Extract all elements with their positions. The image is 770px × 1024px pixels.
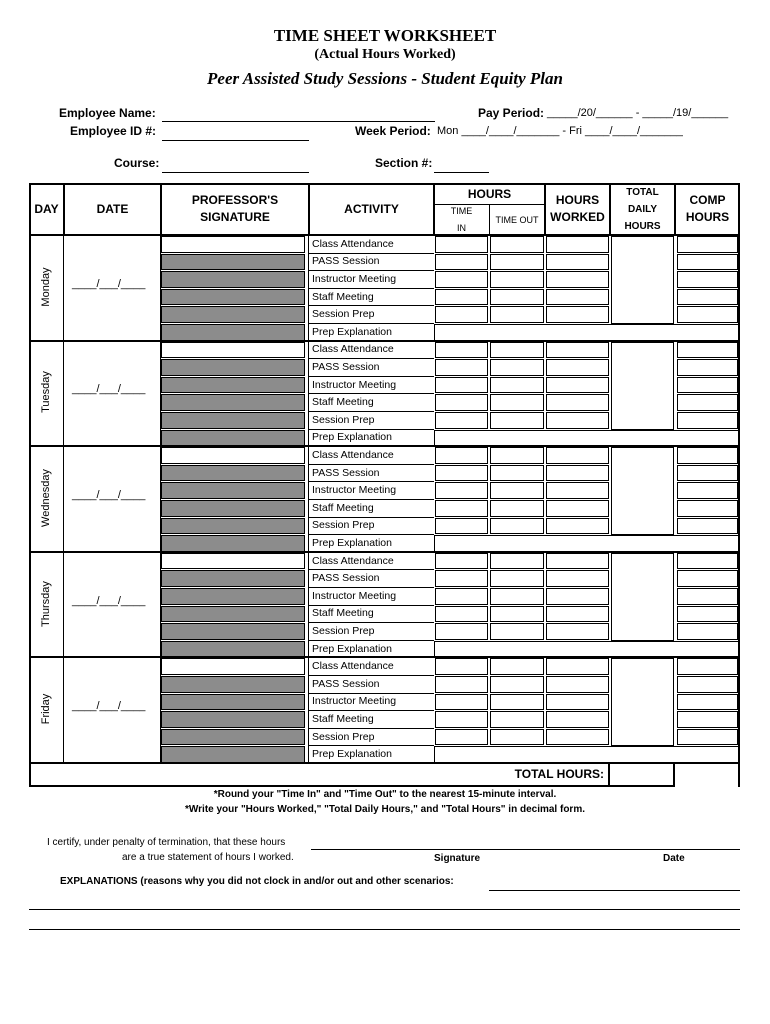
date-field-wednesday[interactable]: ____/___/____	[72, 489, 146, 501]
time-out-cell[interactable]	[490, 606, 544, 623]
header-total-daily	[610, 183, 675, 235]
professor-signature-cell[interactable]	[161, 289, 305, 306]
time-in-cell[interactable]	[435, 447, 488, 464]
hours-worked-cell[interactable]	[546, 289, 609, 306]
certify-line-2: are a true statement of hours I worked.	[122, 852, 294, 863]
table-rule	[308, 183, 310, 235]
header-total-daily-text-0: TOTAL	[626, 186, 659, 198]
decimal-note: *Write your "Hours Worked," "Total Daily Hours," and "Total Hours" in decimal form.	[185, 804, 585, 815]
hours-worked-cell[interactable]	[546, 482, 609, 499]
comp-hours-cell[interactable]	[677, 342, 738, 359]
form-title: TIME SHEET WORKSHEET	[273, 26, 497, 45]
professor-signature-cell[interactable]	[161, 342, 305, 359]
comp-hours-cell[interactable]	[677, 482, 738, 499]
professor-signature-cell[interactable]	[161, 271, 305, 288]
program-title: Peer Assisted Study Sessions - Student Equity Plan	[207, 69, 563, 88]
table-rule	[309, 675, 434, 676]
professor-signature-cell[interactable]	[161, 535, 305, 552]
day-name-friday: Friday	[40, 693, 52, 725]
table-rule	[309, 605, 434, 606]
activity-label: Instructor Meeting	[312, 484, 397, 497]
prep-explanation-cell[interactable]	[434, 324, 739, 341]
table-rule	[309, 569, 434, 570]
day-name-tuesday: Tuesday	[40, 371, 52, 414]
comp-hours-cell[interactable]	[677, 694, 738, 711]
table-rule	[544, 183, 546, 235]
table-rule	[309, 640, 434, 641]
time-out-cell[interactable]	[490, 377, 544, 394]
table-rule	[309, 411, 434, 412]
table-rule	[308, 552, 309, 658]
table-rule	[308, 657, 309, 763]
week-period-label: Week Period:	[355, 124, 431, 138]
hours-worked-cell[interactable]	[546, 694, 609, 711]
table-rule	[309, 587, 434, 588]
comp-hours-cell[interactable]	[677, 289, 738, 306]
time-out-cell[interactable]	[490, 676, 544, 693]
total-daily-hours-cell[interactable]	[611, 342, 674, 430]
professor-signature-cell[interactable]	[161, 711, 305, 728]
prep-explanation-cell[interactable]	[434, 641, 739, 658]
time-out-cell[interactable]	[490, 729, 544, 746]
activity-label: Instructor Meeting	[312, 589, 397, 602]
activity-label: Staff Meeting	[312, 501, 374, 514]
hours-worked-cell[interactable]	[546, 412, 609, 429]
table-rule	[308, 235, 309, 341]
table-rule	[63, 446, 64, 552]
table-rule	[309, 358, 434, 359]
professor-signature-cell[interactable]	[161, 465, 305, 482]
professor-signature-cell[interactable]	[161, 606, 305, 623]
professor-signature-cell[interactable]	[161, 394, 305, 411]
comp-hours-cell[interactable]	[677, 271, 738, 288]
table-rule	[309, 305, 434, 306]
time-in-cell[interactable]	[435, 570, 488, 587]
comp-hours-cell[interactable]	[677, 553, 738, 570]
table-rule	[309, 376, 434, 377]
activity-label: PASS Session	[312, 572, 380, 585]
professor-signature-cell[interactable]	[161, 623, 305, 640]
activity-label: Session Prep	[312, 730, 375, 743]
time-out-cell[interactable]	[490, 711, 544, 728]
table-rule	[63, 657, 64, 763]
header-time-in-text-1: IN	[457, 223, 466, 233]
certify-line-1: I certify, under penalty of termination, that these hours	[47, 837, 286, 848]
activity-label: Class Attendance	[312, 554, 394, 567]
date-field-tuesday[interactable]: ____/___/____	[72, 383, 146, 396]
day-name-thursday: Thursday	[40, 580, 52, 627]
hours-worked-cell[interactable]	[546, 254, 609, 271]
time-out-cell[interactable]	[490, 553, 544, 570]
time-in-cell[interactable]	[435, 254, 488, 271]
professor-signature-cell[interactable]	[161, 359, 305, 376]
hours-worked-cell[interactable]	[546, 342, 609, 359]
table-rule	[309, 499, 434, 500]
table-rule	[309, 288, 434, 289]
time-out-cell[interactable]	[490, 570, 544, 587]
table-rule	[309, 270, 434, 271]
employee-name-field[interactable]	[162, 107, 435, 122]
comp-hours-cell[interactable]	[677, 606, 738, 623]
activity-label: Session Prep	[312, 624, 375, 637]
table-rule	[489, 205, 490, 235]
time-out-cell[interactable]	[490, 394, 544, 411]
table-rule	[309, 253, 434, 254]
timesheet-table	[29, 183, 740, 787]
time-out-cell[interactable]	[490, 658, 544, 675]
employee-name-label: Employee Name:	[59, 106, 156, 120]
comp-hours-cell[interactable]	[677, 623, 738, 640]
time-out-cell[interactable]	[490, 482, 544, 499]
hours-worked-cell[interactable]	[546, 588, 609, 605]
professor-signature-cell[interactable]	[161, 377, 305, 394]
time-in-cell[interactable]	[435, 465, 488, 482]
hours-worked-cell[interactable]	[546, 553, 609, 570]
activity-label: Session Prep	[312, 519, 375, 532]
professor-signature-cell[interactable]	[161, 746, 305, 763]
time-out-cell[interactable]	[490, 271, 544, 288]
table-rule	[309, 464, 434, 465]
activity-label: PASS Session	[312, 466, 380, 479]
time-in-cell[interactable]	[435, 394, 488, 411]
time-out-cell[interactable]	[490, 500, 544, 517]
pay-period-field[interactable]: _____/20/______ - _____/19/______	[547, 107, 729, 119]
hours-worked-cell[interactable]	[546, 447, 609, 464]
time-out-cell[interactable]	[490, 588, 544, 605]
activity-label: Class Attendance	[312, 448, 394, 461]
time-in-cell[interactable]	[435, 236, 488, 253]
header-day	[29, 183, 64, 235]
table-rule	[309, 622, 434, 623]
header-comp-hours	[675, 183, 740, 235]
activity-label: Prep Explanation	[312, 431, 392, 444]
time-in-cell[interactable]	[435, 306, 488, 323]
header-activity	[309, 183, 434, 235]
professor-signature-cell[interactable]	[161, 447, 305, 464]
hours-worked-cell[interactable]	[546, 570, 609, 587]
table-rule	[63, 341, 64, 447]
table-rule	[160, 657, 161, 763]
activity-label: Instructor Meeting	[312, 272, 397, 285]
header-time-out-text-0: TIME OUT	[495, 214, 539, 225]
explanations-line-1[interactable]	[489, 889, 740, 891]
header-total-daily-text-1: DAILY	[627, 203, 658, 215]
activity-label: PASS Session	[312, 677, 380, 690]
time-out-cell[interactable]	[490, 447, 544, 464]
table-rule	[309, 393, 434, 394]
activity-label: Staff Meeting	[312, 290, 374, 303]
activity-label: Session Prep	[312, 413, 375, 426]
time-in-cell[interactable]	[435, 694, 488, 711]
header-hours-worked-text-0: HOURS	[555, 193, 600, 207]
time-in-cell[interactable]	[435, 588, 488, 605]
pay-period-label: Pay Period:	[478, 106, 545, 120]
time-in-cell[interactable]	[435, 553, 488, 570]
form-subtitle: (Actual Hours Worked)	[314, 47, 456, 62]
time-in-cell[interactable]	[435, 412, 488, 429]
professor-signature-cell[interactable]	[161, 482, 305, 499]
activity-label: Prep Explanation	[312, 325, 392, 338]
professor-signature-cell[interactable]	[161, 641, 305, 658]
hours-worked-cell[interactable]	[546, 271, 609, 288]
table-rule	[309, 481, 434, 482]
hours-worked-cell[interactable]	[546, 500, 609, 517]
hours-worked-cell[interactable]	[546, 518, 609, 535]
prep-explanation-cell[interactable]	[434, 535, 739, 552]
time-in-cell[interactable]	[435, 729, 488, 746]
professor-signature-cell[interactable]	[161, 254, 305, 271]
time-out-cell[interactable]	[490, 518, 544, 535]
table-rule	[308, 446, 309, 552]
activity-label: PASS Session	[312, 255, 380, 268]
employee-id-field[interactable]	[162, 126, 309, 141]
comp-hours-cell[interactable]	[677, 394, 738, 411]
explanations-label: EXPLANATIONS (reasons why you did not clock in and/or out and other scenarios:	[60, 876, 454, 887]
professor-signature-cell[interactable]	[161, 729, 305, 746]
table-rule	[308, 341, 309, 447]
professor-signature-cell[interactable]	[161, 500, 305, 517]
header-date-text-0: DATE	[96, 201, 129, 216]
course-label: Course:	[114, 156, 160, 170]
time-in-cell[interactable]	[435, 289, 488, 306]
activity-label: Prep Explanation	[312, 642, 392, 655]
comp-hours-cell[interactable]	[677, 254, 738, 271]
comp-hours-cell[interactable]	[677, 465, 738, 482]
professor-signature-cell[interactable]	[161, 518, 305, 535]
comp-hours-cell[interactable]	[677, 570, 738, 587]
table-rule	[309, 728, 434, 729]
explanations-line-2[interactable]	[29, 908, 740, 910]
activity-label: Session Prep	[312, 308, 375, 321]
day-name-monday: Monday	[40, 267, 52, 307]
header-hours-worked	[545, 183, 610, 235]
time-out-cell[interactable]	[490, 412, 544, 429]
table-rule	[309, 323, 434, 324]
table-rule	[309, 517, 434, 518]
hours-worked-cell[interactable]	[546, 306, 609, 323]
comp-hours-cell[interactable]	[677, 306, 738, 323]
hours-worked-cell[interactable]	[546, 465, 609, 482]
comp-hours-cell[interactable]	[677, 676, 738, 693]
header-activity-text-0: ACTIVITY	[344, 201, 399, 216]
header-date	[64, 183, 161, 235]
total-daily-hours-cell[interactable]	[611, 447, 674, 535]
header-hours	[434, 183, 545, 205]
time-in-cell[interactable]	[435, 676, 488, 693]
prep-explanation-cell[interactable]	[434, 430, 739, 447]
activity-label: Class Attendance	[312, 343, 394, 356]
table-rule	[433, 183, 435, 235]
table-rule	[63, 235, 64, 341]
activity-label: Class Attendance	[312, 660, 394, 673]
activity-label: Prep Explanation	[312, 536, 392, 549]
date-field-thursday[interactable]: ____/___/____	[72, 594, 146, 607]
time-in-cell[interactable]	[435, 271, 488, 288]
header-time-in-text-0: TIME	[450, 206, 473, 216]
time-in-cell[interactable]	[435, 711, 488, 728]
comp-hours-cell[interactable]	[677, 588, 738, 605]
time-in-cell[interactable]	[435, 500, 488, 517]
time-out-cell[interactable]	[490, 465, 544, 482]
professor-signature-cell[interactable]	[161, 236, 305, 253]
professor-signature-cell[interactable]	[161, 306, 305, 323]
total-daily-hours-cell[interactable]	[611, 236, 674, 324]
header-time-in	[434, 205, 489, 235]
hours-worked-cell[interactable]	[546, 394, 609, 411]
time-in-cell[interactable]	[435, 359, 488, 376]
professor-signature-cell[interactable]	[161, 694, 305, 711]
time-in-cell[interactable]	[435, 623, 488, 640]
header-professor-signature-text-1: SIGNATURE	[200, 210, 270, 224]
professor-signature-cell[interactable]	[161, 588, 305, 605]
rounding-note: *Round your "Time In" and "Time Out" to the nearest 15-minute interval.	[213, 789, 557, 800]
comp-hours-cell[interactable]	[677, 447, 738, 464]
header-professor-signature-text-0: PROFESSOR'S	[191, 193, 279, 207]
time-out-cell[interactable]	[490, 306, 544, 323]
hours-worked-cell[interactable]	[546, 658, 609, 675]
table-rule	[160, 552, 161, 658]
comp-hours-cell[interactable]	[677, 377, 738, 394]
header-professor-signature	[161, 183, 309, 235]
date-field-friday[interactable]: ____/___/____	[72, 700, 146, 713]
time-in-cell[interactable]	[435, 606, 488, 623]
table-rule	[309, 429, 434, 430]
week-period-field[interactable]: Mon ____/____/_______ - Fri ____/____/_______	[437, 125, 683, 137]
activity-label: PASS Session	[312, 360, 380, 373]
hours-worked-cell[interactable]	[546, 729, 609, 746]
comp-hours-cell[interactable]	[677, 236, 738, 253]
course-field[interactable]	[162, 158, 309, 173]
table-rule	[674, 183, 676, 235]
time-in-cell[interactable]	[435, 482, 488, 499]
hours-worked-cell[interactable]	[546, 623, 609, 640]
total-hours-cell[interactable]	[610, 763, 675, 787]
header-hours-text-0: HOURS	[467, 186, 512, 201]
header-hours-worked-text-1: WORKED	[550, 210, 605, 224]
comp-hours-cell[interactable]	[677, 658, 738, 675]
time-in-cell[interactable]	[435, 518, 488, 535]
time-out-cell[interactable]	[490, 254, 544, 271]
time-out-cell[interactable]	[490, 623, 544, 640]
header-comp-hours-text-0: COMP	[689, 193, 726, 207]
time-out-cell[interactable]	[490, 359, 544, 376]
time-out-cell[interactable]	[490, 289, 544, 306]
activity-label: Instructor Meeting	[312, 695, 397, 708]
table-rule	[309, 745, 434, 746]
signature-label: Signature	[434, 853, 481, 864]
table-rule	[63, 552, 64, 658]
time-in-cell[interactable]	[435, 342, 488, 359]
hours-worked-cell[interactable]	[546, 359, 609, 376]
hours-worked-cell[interactable]	[546, 711, 609, 728]
comp-hours-cell[interactable]	[677, 412, 738, 429]
employee-id-label: Employee ID #:	[70, 124, 157, 138]
table-rule	[309, 693, 434, 694]
professor-signature-cell[interactable]	[161, 412, 305, 429]
section-label: Section #:	[375, 156, 433, 170]
activity-label: Staff Meeting	[312, 396, 374, 409]
total-hours-label: TOTAL HOURS:	[29, 763, 610, 787]
table-rule	[309, 534, 434, 535]
hours-worked-cell[interactable]	[546, 377, 609, 394]
time-in-cell[interactable]	[435, 377, 488, 394]
hours-worked-cell[interactable]	[546, 236, 609, 253]
hours-worked-cell[interactable]	[546, 606, 609, 623]
day-name-wednesday: Wednesday	[40, 469, 52, 527]
time-out-cell[interactable]	[490, 236, 544, 253]
comp-hours-cell[interactable]	[677, 711, 738, 728]
table-rule	[609, 183, 611, 235]
table-rule	[160, 446, 161, 552]
professor-signature-cell[interactable]	[161, 553, 305, 570]
professor-signature-cell[interactable]	[161, 658, 305, 675]
table-rule	[160, 183, 162, 235]
comp-hours-cell[interactable]	[677, 729, 738, 746]
header-comp-hours-text-1: HOURS	[685, 210, 730, 224]
signature-line[interactable]	[311, 848, 740, 850]
header-total-daily-text-2: HOURS	[624, 220, 661, 232]
activity-label: Prep Explanation	[312, 748, 392, 761]
date-field-monday[interactable]: ____/___/____	[72, 277, 146, 290]
comp-hours-cell[interactable]	[677, 359, 738, 376]
time-out-cell[interactable]	[490, 694, 544, 711]
table-rule	[309, 710, 434, 711]
professor-signature-cell[interactable]	[161, 324, 305, 341]
header-time-out	[489, 205, 545, 235]
comp-hours-cell[interactable]	[677, 500, 738, 517]
hours-worked-cell[interactable]	[546, 676, 609, 693]
prep-explanation-cell[interactable]	[434, 746, 739, 763]
date-label: Date	[663, 853, 685, 864]
activity-label: Instructor Meeting	[312, 378, 397, 391]
professor-signature-cell[interactable]	[161, 570, 305, 587]
professor-signature-cell[interactable]	[161, 676, 305, 693]
total-daily-hours-cell[interactable]	[611, 658, 674, 746]
time-in-cell[interactable]	[435, 658, 488, 675]
comp-hours-cell[interactable]	[677, 518, 738, 535]
header-day-text-0: DAY	[34, 201, 59, 216]
activity-label: Class Attendance	[312, 237, 394, 250]
table-rule	[63, 183, 65, 235]
explanations-line-3[interactable]	[29, 928, 740, 930]
table-rule	[160, 235, 161, 341]
total-daily-hours-cell[interactable]	[611, 553, 674, 641]
section-field[interactable]	[434, 158, 489, 173]
professor-signature-cell[interactable]	[161, 430, 305, 447]
activity-label: Staff Meeting	[312, 607, 374, 620]
time-out-cell[interactable]	[490, 342, 544, 359]
activity-label: Staff Meeting	[312, 712, 374, 725]
table-rule	[160, 341, 161, 447]
